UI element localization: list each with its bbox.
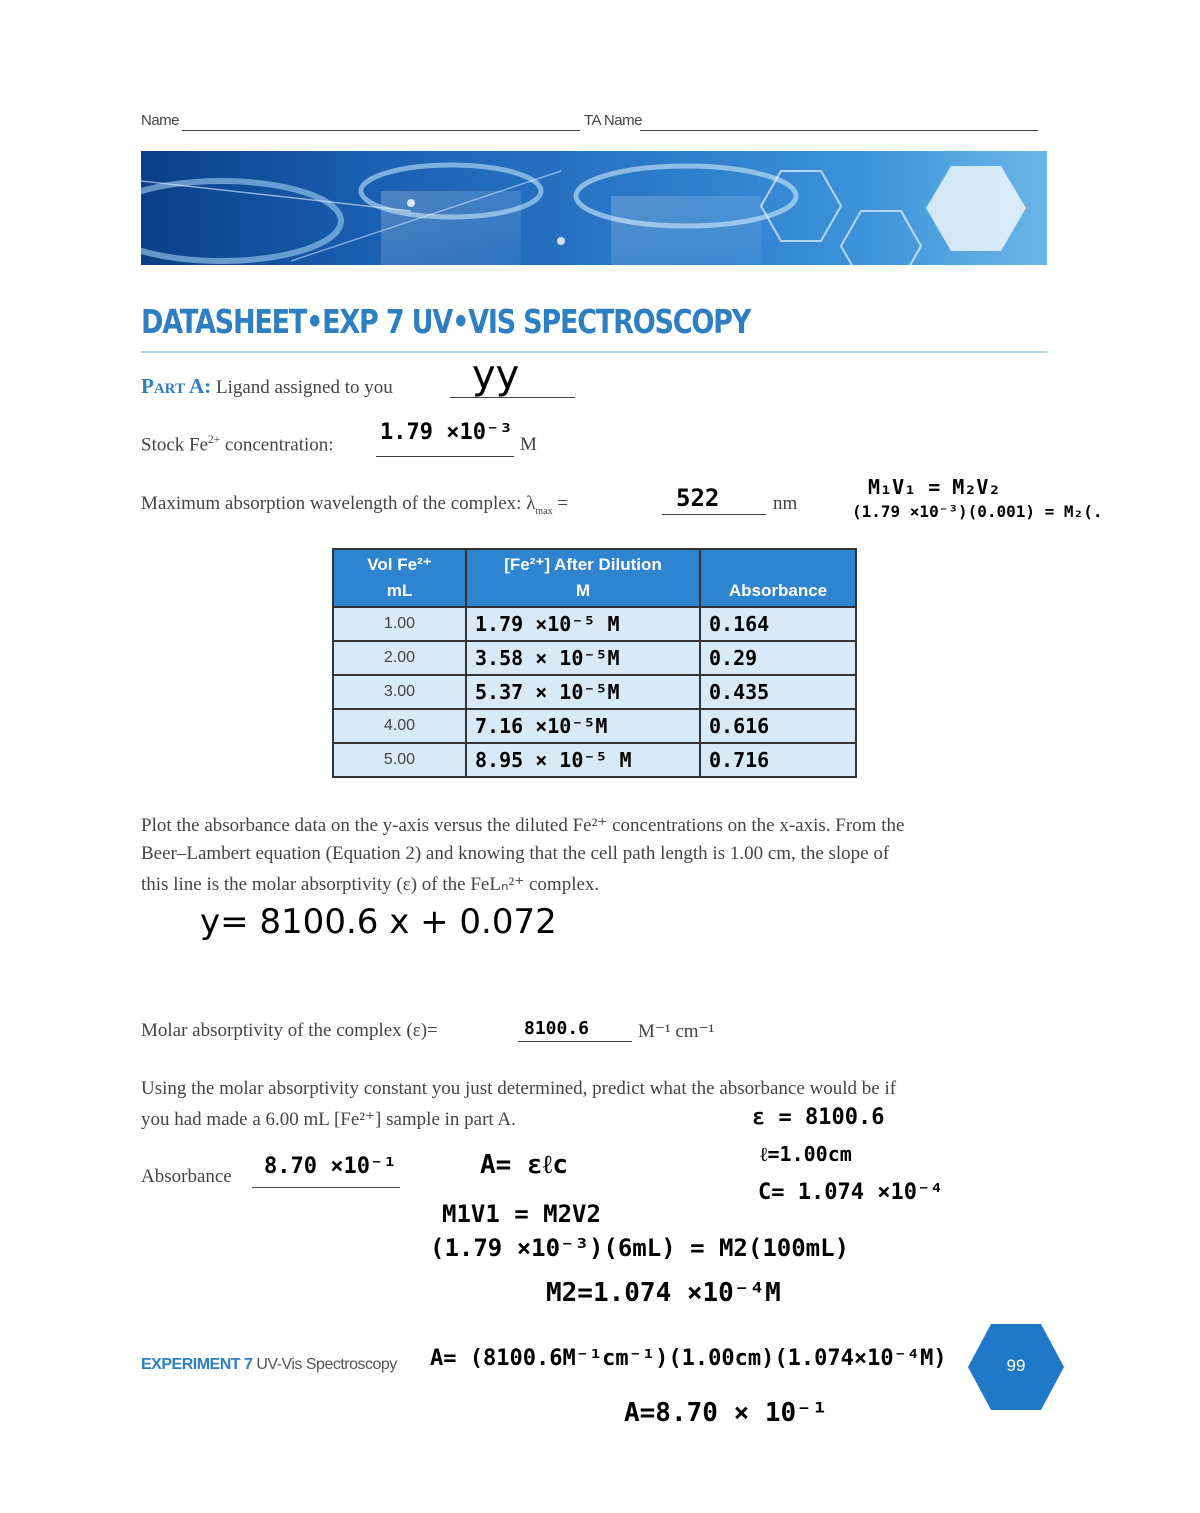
name-field[interactable] <box>182 130 580 131</box>
absorbance-cell[interactable]: 0.716 <box>700 743 856 777</box>
footer-experiment-number: EXPERIMENT 7 <box>141 1356 253 1373</box>
page-number: 99 <box>1006 1356 1026 1375</box>
ligand-value: yy <box>472 352 520 398</box>
absorbance-label: Absorbance <box>141 1166 232 1187</box>
table-row <box>333 641 856 675</box>
ta-name-field[interactable] <box>640 130 1038 131</box>
work-path-length: ℓ=1.00cm <box>760 1142 852 1166</box>
concentration-cell[interactable]: 8.95 × 10⁻⁵ M <box>466 743 700 777</box>
ta-name-label: TA Name <box>584 112 642 129</box>
name-label: Name <box>141 112 180 129</box>
wavelength-value: 522 <box>676 484 720 512</box>
molar-absorptivity-field[interactable] <box>518 1041 632 1042</box>
work-dilution-values: (1.79 ×10⁻³)(6mL) = M2(100mL) <box>430 1234 850 1262</box>
col-header-volume: Vol Fe²⁺ mL <box>333 549 466 607</box>
plot-instructions-line2: Beer–Lambert equation (Equation 2) and knowing that the cell path length is 1.00 cm, the slope of <box>141 843 890 864</box>
absorbance-cell[interactable]: 0.164 <box>700 607 856 641</box>
stock-value: 1.79 ×10⁻³ <box>380 420 513 445</box>
predict-line1: Using the molar absorptivity constant you just determined, predict what the absorbance would be if <box>141 1078 897 1099</box>
table-row <box>333 607 856 641</box>
concentration-cell[interactable]: 7.16 ×10⁻⁵M <box>466 709 700 743</box>
stock-label: Stock $Fe^{2+}$ concentration: <box>141 434 334 456</box>
title-divider <box>141 351 1047 353</box>
footer-experiment <box>141 1356 397 1374</box>
molar-absorptivity-label: Molar absorptivity of the complex (ε)= <box>141 1020 438 1041</box>
col-header-absorbance: Absorbance <box>700 549 856 607</box>
footer-experiment-subtitle: UV-Vis Spectroscopy <box>256 1356 397 1373</box>
ligand-label: Ligand assigned to you <box>215 377 393 398</box>
work-beer-lambert: A= εℓc <box>480 1150 569 1180</box>
volume-cell: 2.00 <box>333 641 466 675</box>
stock-field[interactable] <box>376 456 514 457</box>
page-number-badge <box>966 1322 1066 1412</box>
fit-equation: y= 8100.6 x + 0.072 <box>200 902 557 942</box>
concentration-cell[interactable]: 1.79 ×10⁻⁵ M <box>466 607 700 641</box>
wavelength-field[interactable] <box>662 514 766 515</box>
concentration-cell[interactable]: 5.37 × 10⁻⁵M <box>466 675 700 709</box>
volume-cell: 5.00 <box>333 743 466 777</box>
lab-glassware-graphic <box>141 151 1047 265</box>
col-header-concentration: [Fe²⁺] After Dilution M <box>466 549 700 607</box>
side-note-line1: M₁V₁ = M₂V₂ <box>868 475 1001 499</box>
table-header-row <box>333 549 856 607</box>
absorbance-field[interactable] <box>252 1187 400 1188</box>
work-absorbance-result: A=8.70 × 10⁻¹ <box>624 1398 828 1428</box>
work-epsilon: ε = 8100.6 <box>752 1105 885 1130</box>
data-table <box>332 548 857 778</box>
table-row <box>333 709 856 743</box>
volume-cell: 1.00 <box>333 607 466 641</box>
table-row <box>333 675 856 709</box>
plot-instructions-line1: Plot the absorbance data on the y-axis versus the diluted Fe²⁺ concentrations on the x-axis. From the <box>141 815 905 836</box>
concentration-cell[interactable]: 3.58 × 10⁻⁵M <box>466 641 700 675</box>
wavelength-unit: nm <box>773 493 798 514</box>
stock-unit: M <box>520 434 537 455</box>
work-absorbance-calc: A= (8100.6M⁻¹cm⁻¹)(1.00cm)(1.074×10⁻⁴M) <box>430 1346 947 1371</box>
molar-absorptivity-value: 8100.6 <box>524 1018 590 1039</box>
page-title: DATASHEET•EXP 7 UV•VIS SPECTROSCOPY <box>141 302 751 341</box>
absorbance-cell[interactable]: 0.435 <box>700 675 856 709</box>
work-concentration: C= 1.074 ×10⁻⁴ <box>758 1180 944 1205</box>
plot-instructions-line3: this line is the molar absorptivity (ε) of the FeLₙ²⁺ complex. <box>141 874 600 895</box>
part-a-heading: Part A: <box>141 374 212 398</box>
wavelength-label: Maximum absorption wavelength of the complex: $\lambda_{max}$ = <box>141 493 569 517</box>
side-note-line2: (1.79 ×10⁻³)(0.001) = M₂(. <box>852 502 1103 521</box>
absorbance-value: 8.70 ×10⁻¹ <box>264 1154 397 1179</box>
header-banner-image <box>141 151 1047 265</box>
molar-absorptivity-unit: M⁻¹ cm⁻¹ <box>638 1021 715 1042</box>
table-row <box>333 743 856 777</box>
volume-cell: 3.00 <box>333 675 466 709</box>
volume-cell: 4.00 <box>333 709 466 743</box>
absorbance-cell[interactable]: 0.616 <box>700 709 856 743</box>
work-dilution-equation: M1V1 = M2V2 <box>442 1200 601 1228</box>
absorbance-cell[interactable]: 0.29 <box>700 641 856 675</box>
work-m2-result: M2=1.074 ×10⁻⁴M <box>546 1278 781 1308</box>
ligand-row <box>141 374 393 399</box>
predict-line2: you had made a 6.00 mL [Fe²⁺] sample in part A. <box>141 1109 516 1130</box>
